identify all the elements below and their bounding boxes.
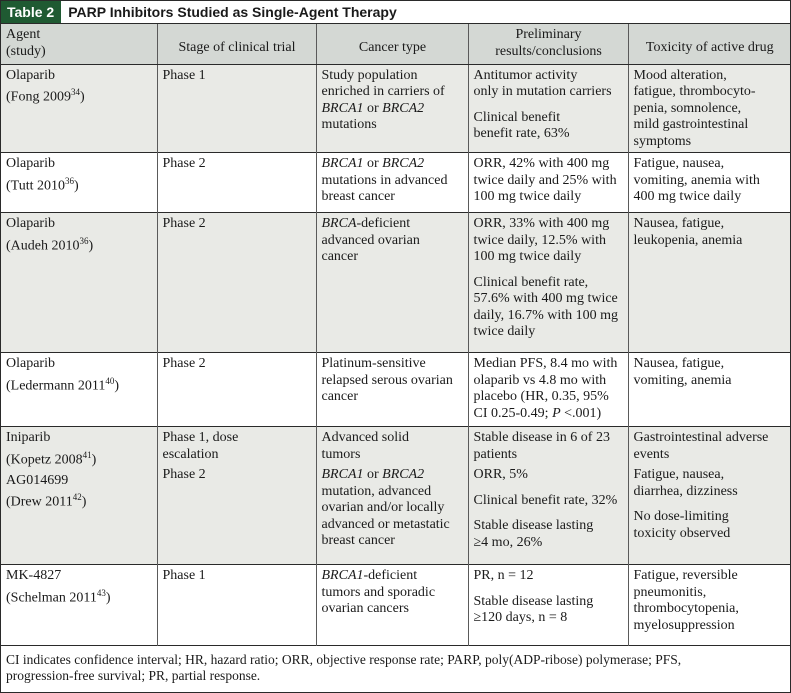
table-row xyxy=(1,213,790,353)
table-title-bar xyxy=(1,1,790,24)
agent-study: (Kopetz 2008$^{41}$) xyxy=(6,449,97,468)
table-footnote xyxy=(6,652,786,684)
table-title: PARP Inhibitors Studied as Single-Agent Therapy xyxy=(68,4,397,20)
cell-cancer-type: Advanced solid tumors BRCA1 or BRCA2 mutation, advanced ovarian and/or locally advanced or metastatic breast cancer xyxy=(316,427,468,565)
cell-agent xyxy=(1,353,157,427)
header-stage: Stage of clinical trial xyxy=(157,24,316,64)
header-toxicity: Toxicity of active drug xyxy=(628,24,790,64)
cell-results: PR, n = 12 Stable disease lasting ≥120 days, n = 8 xyxy=(468,565,628,646)
table-row xyxy=(1,427,790,565)
cell-agent xyxy=(1,213,157,353)
table-row xyxy=(1,64,790,153)
cell-toxicity: Nausea, fatigue, leukopenia, anemia xyxy=(633,216,743,248)
cell-stage: Phase 2 xyxy=(157,213,316,353)
header-results xyxy=(468,24,628,64)
cell-agent xyxy=(1,153,157,213)
header-cancer-type: Cancer type xyxy=(316,24,468,64)
cell-agent xyxy=(1,427,157,565)
reference-number: 42 xyxy=(72,492,82,503)
cell-results: ORR, 33% with 400 mg twice daily, 12.5% with 100 mg twice daily Clinical benefit rate, 57.6% with 400 mg twice daily, 16.7% with 100 mg twice daily xyxy=(468,213,628,353)
cell-results: ORR, 42% with 400 mg twice daily and 25% with 100 mg twice daily xyxy=(468,153,628,213)
cell-results: Median PFS, 8.4 mo with olaparib vs 4.8 mo with placebo (HR, 0.35, 95% CI 0.25-0.49; P <.001) xyxy=(468,353,628,427)
cell-agent xyxy=(1,565,157,646)
table-row xyxy=(1,153,790,213)
header-agent-line: (study) xyxy=(6,43,46,59)
agent-name: Olaparib xyxy=(6,156,55,171)
cell-cancer-type: Platinum-sensitive relapsed serous ovarian cancer xyxy=(316,353,468,427)
agent-study: (Fong 2009$^{34}$) xyxy=(6,87,85,105)
parp-inhibitors-table xyxy=(1,24,790,646)
reference-number: 43 xyxy=(96,587,106,598)
cell-cancer-type: BRCA-deficient advanced ovarian cancer xyxy=(316,213,468,353)
reference-number: 36 xyxy=(79,235,89,246)
reference-number: 40 xyxy=(105,375,115,386)
agent-name: Olaparib xyxy=(6,67,55,83)
header-row xyxy=(1,24,790,64)
cell-toxicity: Fatigue, nausea, vomiting, anemia with 400 mg twice daily xyxy=(633,156,760,204)
header-results-line: Preliminary xyxy=(515,27,582,42)
cell-agent xyxy=(1,64,157,153)
cell-cancer-type: Study population enriched in carriers of BRCA1 or BRCA2 mutations xyxy=(316,64,468,153)
agent-name: MK-4827 xyxy=(6,568,62,583)
agent-name: Olaparib xyxy=(6,356,55,371)
agent-study: (Tutt 2010$^{36}$) xyxy=(6,175,79,194)
cell-stage: Phase 2 xyxy=(157,153,316,213)
agent-name: AG014699 xyxy=(6,472,69,488)
cell-toxicity: Gastrointestinal adverse events Fatigue, nausea, diarrhea, dizziness No dose-limiting toxicity observed xyxy=(633,430,769,541)
cell-toxicity: Mood alteration, fatigue, thrombocyto- penia, somnolence, mild gastrointestinal symptoms xyxy=(633,67,756,149)
cell-cancer-type: BRCA1-deficient tumors and sporadic ovarian cancers xyxy=(316,565,468,646)
header-agent-line: Agent xyxy=(6,27,41,42)
table-row xyxy=(1,353,790,427)
cell-stage: Phase 1, dose escalation Phase 2 xyxy=(157,427,316,565)
cell-stage: Phase 2 xyxy=(157,353,316,427)
reference-number: 36 xyxy=(65,175,75,186)
agent-study: (Schelman 2011$^{43}$) xyxy=(6,587,111,606)
table-row xyxy=(1,565,790,646)
table-number-badge: Table 2 xyxy=(1,1,61,23)
agent-name: Olaparib xyxy=(6,216,55,231)
cell-toxicity: Fatigue, reversible pneumonitis, thrombocytopenia, myelosuppression xyxy=(633,568,739,633)
agent-study: (Drew 2011$^{42}$) xyxy=(6,492,87,510)
footnote-line: CI indicates confidence interval; HR, hazard ratio; ORR, objective response rate; PARP, poly(ADP-ribose) polymerase; PFS, xyxy=(6,652,682,667)
cell-cancer-type: BRCA1 or BRCA2 mutations in advanced breast cancer xyxy=(316,153,468,213)
reference-number: 41 xyxy=(82,449,92,460)
cell-results: Stable disease in 6 of 23 patients ORR, 5% Clinical benefit rate, 32% Stable disease lasting ≥4 mo, 26% xyxy=(468,427,628,565)
header-results-line: results/conclusions xyxy=(495,43,602,59)
header-agent xyxy=(1,24,157,64)
cell-stage: Phase 1 xyxy=(157,565,316,646)
cell-stage: Phase 1 xyxy=(157,64,316,153)
cell-results: Antitumor activity only in mutation carriers Clinical benefit benefit rate, 63% xyxy=(468,64,628,153)
agent-study: (Ledermann 2011$^{40}$) xyxy=(6,375,120,394)
cell-toxicity: Nausea, fatigue, vomiting, anemia xyxy=(633,356,732,388)
footnote-line: progression-free survival; PR, partial response. xyxy=(6,668,261,683)
agent-name: Iniparib xyxy=(6,430,51,445)
reference-number: 34 xyxy=(70,87,80,97)
agent-study: (Audeh 2010$^{36}$) xyxy=(6,235,94,254)
